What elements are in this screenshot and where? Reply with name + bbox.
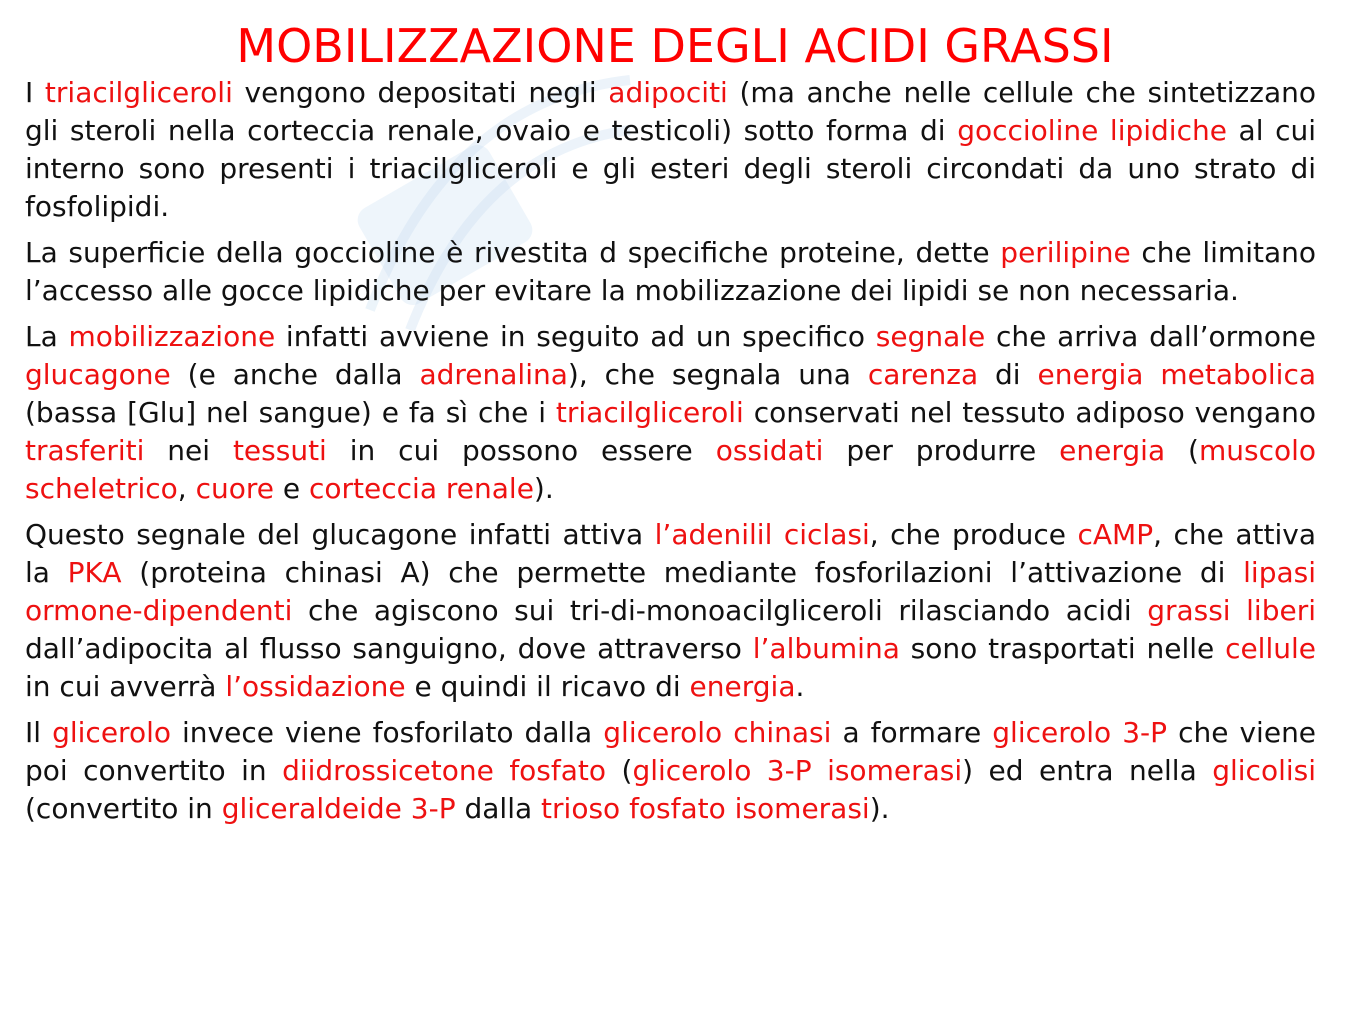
highlighted-term: glicerolo 3-P isomerasi	[632, 754, 963, 787]
highlighted-term: trioso fosfato isomerasi	[541, 792, 870, 825]
highlighted-term: muscolo scheletrico	[25, 434, 1316, 505]
text-segment: dalla	[455, 792, 542, 825]
text-segment: infatti avviene in seguito ad un specifico	[275, 320, 876, 353]
highlighted-term: perilipine	[1000, 236, 1131, 269]
text-segment: Questo segnale del glucagone infatti attiva	[25, 518, 655, 551]
text-segment: (convertito in	[25, 792, 222, 825]
highlighted-term: adrenalina	[419, 358, 568, 391]
text-segment: (proteina chinasi A) che permette mediante fosforilazioni l’attivazione di	[121, 556, 1244, 589]
highlighted-term: glucagone	[25, 358, 171, 391]
highlighted-term: triacilgliceroli	[555, 396, 744, 429]
text-segment: vengono depositati negli	[232, 76, 609, 109]
text-segment: , che attiva la	[25, 518, 1316, 589]
highlighted-term: goccioline lipidiche	[957, 114, 1227, 147]
text-segment: che limitano l’accesso alle gocce lipidiche per evitare la mobilizzazione dei lipidi se non necessaria.	[25, 236, 1316, 307]
text-segment: invece viene fosforilato dalla	[170, 716, 604, 749]
text-segment: conservati nel tessuto adiposo vengano	[743, 396, 1316, 429]
text-segment: ).	[869, 792, 890, 825]
highlighted-term: cuore	[195, 472, 274, 505]
text-segment: per produrre	[823, 434, 1060, 467]
document-body	[25, 74, 1316, 836]
paragraph-3	[25, 318, 1316, 508]
highlighted-term: l’adenilil ciclasi	[654, 518, 870, 551]
paragraph-2	[25, 234, 1316, 310]
text-segment: che arriva dall’ormone	[985, 320, 1316, 353]
highlighted-term: energia metabolica	[1037, 358, 1316, 391]
text-segment: a formare	[831, 716, 993, 749]
highlighted-term: l’albumina	[752, 632, 900, 665]
paragraph-1	[25, 74, 1316, 226]
highlighted-term: glicerolo 3-P	[992, 716, 1168, 749]
highlighted-term: tessuti	[232, 434, 327, 467]
highlighted-term: glicolisi	[1212, 754, 1317, 787]
text-segment: , che produce	[869, 518, 1078, 551]
text-segment: (ma anche nelle cellule che sintetizzano gli steroli nella corteccia renale, ovaio e testicoli) sotto forma di	[25, 76, 1316, 147]
highlighted-term: gliceraldeide 3-P	[221, 792, 456, 825]
text-segment: (	[1165, 434, 1199, 467]
highlighted-term: carenza	[867, 358, 979, 391]
paragraph-5	[25, 714, 1316, 828]
highlighted-term: adipociti	[608, 76, 728, 109]
highlighted-term: energia	[1059, 434, 1166, 467]
highlighted-term: l’ossidazione	[225, 670, 406, 703]
text-segment: in cui possono essere	[326, 434, 716, 467]
text-segment: ,	[177, 472, 196, 505]
page-title: MOBILIZZAZIONE DEGLI ACIDI GRASSI	[236, 19, 1114, 73]
text-segment: che viene poi convertito in	[25, 716, 1317, 787]
text-segment: e quindi il ricavo di	[405, 670, 690, 703]
highlighted-term: PKA	[67, 556, 122, 589]
highlighted-term: cAMP	[1077, 518, 1154, 551]
highlighted-term: triacilgliceroli	[44, 76, 233, 109]
text-segment: La superficie della goccioline è rivestita d specifiche proteine, dette	[25, 236, 1001, 269]
highlighted-term: trasferiti	[25, 434, 145, 467]
text-segment: nei	[144, 434, 233, 467]
text-segment: e	[273, 472, 310, 505]
highlighted-term: ossidati	[715, 434, 824, 467]
highlighted-term: cellule	[1225, 632, 1316, 665]
text-segment: sono trasportati nelle	[899, 632, 1226, 665]
highlighted-term: mobilizzazione	[68, 320, 276, 353]
text-segment: dall’adipocita al flusso sanguigno, dove attraverso	[25, 632, 753, 665]
text-segment: ).	[533, 472, 554, 505]
highlighted-term: grassi liberi	[1147, 594, 1316, 627]
text-segment: di	[978, 358, 1038, 391]
text-segment: (	[606, 754, 633, 787]
text-segment: ), che segnala una	[567, 358, 868, 391]
highlighted-term: corteccia renale	[309, 472, 534, 505]
text-segment: I	[25, 76, 45, 109]
text-segment: (e anche dalla	[170, 358, 420, 391]
text-segment: che agiscono sui tri-di-monoacilgliceroli rilasciando acidi	[292, 594, 1148, 627]
text-segment: al cui interno sono presenti i triacilgliceroli e gli esteri degli steroli circondati da uno strato di fosfolipidi.	[25, 114, 1316, 223]
paragraph-4	[25, 516, 1316, 706]
highlighted-term: glicerolo chinasi	[603, 716, 832, 749]
highlighted-term: diidrossicetone fosfato	[282, 754, 607, 787]
text-segment: ) ed entra nella	[962, 754, 1213, 787]
text-segment: .	[795, 670, 805, 703]
text-segment: (bassa [Glu] nel sangue) e fa sì che i	[25, 396, 556, 429]
text-segment: La	[25, 320, 69, 353]
highlighted-term: segnale	[875, 320, 986, 353]
highlighted-term: lipasi ormone-dipendenti	[25, 556, 1317, 627]
highlighted-term: energia	[689, 670, 796, 703]
highlighted-term: glicerolo	[52, 716, 171, 749]
text-segment: Il	[25, 716, 53, 749]
text-segment: in cui avverrà	[25, 670, 226, 703]
